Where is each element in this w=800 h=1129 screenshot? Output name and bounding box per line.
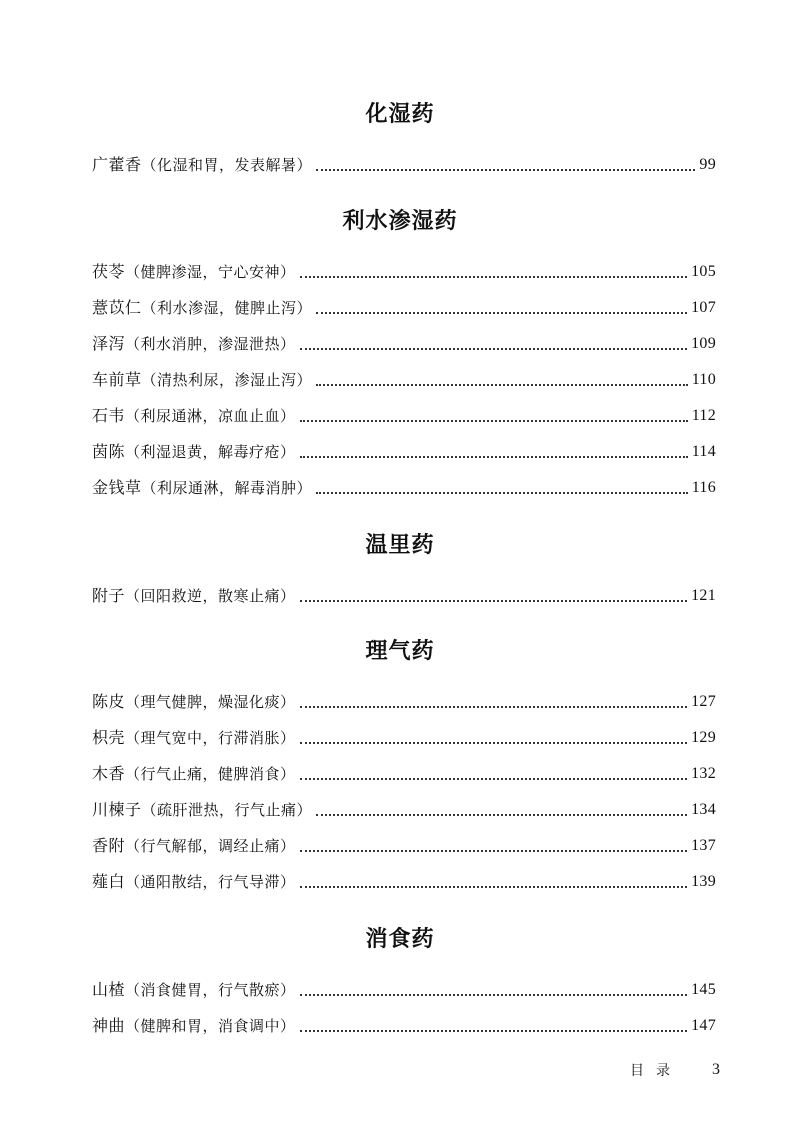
dot-leader <box>300 420 688 422</box>
entry-description: （回阳救逆，散寒止痛） <box>125 587 296 605</box>
entry-page-number: 137 <box>691 837 716 854</box>
entry-name: 泽泻 <box>92 334 126 353</box>
dot-leader <box>300 456 688 458</box>
entry-description: （理气健脾，燥湿化痰） <box>125 693 296 711</box>
entry-description: （利尿通淋，凉血止血） <box>125 407 296 425</box>
toc-entry[interactable] <box>92 687 716 713</box>
entry-name: 香附 <box>92 836 126 855</box>
toc-entry[interactable] <box>92 1011 716 1037</box>
footer-page-number: 3 <box>712 1061 720 1078</box>
toc-entry[interactable] <box>92 581 716 607</box>
footer-label: 目录 <box>630 1063 682 1079</box>
entry-page-number: 109 <box>691 335 716 352</box>
toc-entry[interactable] <box>92 257 716 283</box>
entry-name: 木香 <box>92 764 126 783</box>
entry-description: （利水渗湿，健脾止泻） <box>141 299 313 317</box>
section-title: 利水渗湿药 <box>342 209 458 234</box>
entry-name: 薤白 <box>92 872 126 891</box>
entry-page-number: 129 <box>691 729 716 746</box>
entry-page-number: 114 <box>691 443 716 460</box>
entry-description: （利尿通淋，解毒消肿） <box>141 479 313 497</box>
entry-page-number: 139 <box>691 873 716 890</box>
entry-description: （行气解郁，调经止痛） <box>125 837 296 855</box>
entry-page-number: 105 <box>691 263 716 280</box>
entry-page-number: 127 <box>691 693 716 710</box>
entry-page-number: 110 <box>691 371 716 388</box>
entry-page-number: 132 <box>691 765 716 782</box>
entry-description: （消食健胃，行气散瘀） <box>125 981 296 999</box>
entry-name: 茵陈 <box>92 442 126 461</box>
dot-leader <box>300 778 688 780</box>
entry-description: （利水消肿，渗湿泄热） <box>125 335 296 353</box>
dot-leader <box>300 850 688 852</box>
entry-page-number: 107 <box>691 299 716 316</box>
entry-page-number: 145 <box>691 981 716 998</box>
dot-leader <box>300 348 688 350</box>
dot-leader <box>300 994 688 996</box>
entry-name: 陈皮 <box>92 692 126 711</box>
toc-entry[interactable] <box>92 437 716 463</box>
dot-leader <box>316 492 688 494</box>
entry-name: 薏苡仁 <box>92 298 142 317</box>
entry-page-number: 134 <box>691 801 716 818</box>
entry-description: （疏肝泄热，行气止痛） <box>141 801 313 819</box>
entry-page-number: 112 <box>691 407 716 424</box>
section-title: 消食药 <box>365 927 435 952</box>
entry-description: （行气止痛，健脾消食） <box>125 765 296 783</box>
toc-entry[interactable] <box>92 473 716 499</box>
page-footer <box>630 1058 720 1082</box>
entry-name: 枳壳 <box>92 728 126 747</box>
dot-leader <box>316 814 687 816</box>
entry-name: 川楝子 <box>92 800 142 819</box>
entry-name: 广藿香 <box>92 155 142 174</box>
toc-entry[interactable] <box>92 759 716 785</box>
entry-description: （通阳散结，行气导滞） <box>125 873 296 891</box>
entry-page-number: 147 <box>691 1017 716 1034</box>
toc-entry[interactable] <box>92 293 716 319</box>
entry-page-number: 116 <box>691 479 716 496</box>
entry-name: 金钱草 <box>92 478 142 497</box>
entry-description: （健脾渗湿，宁心安神） <box>125 263 296 281</box>
toc-entry[interactable] <box>92 867 716 893</box>
dot-leader <box>300 742 688 744</box>
dot-leader <box>300 600 688 602</box>
dot-leader <box>316 169 695 171</box>
toc-entry[interactable] <box>92 150 716 176</box>
dot-leader <box>300 276 688 278</box>
section-title: 理气药 <box>365 639 435 664</box>
entry-description: （利湿退黄，解毒疗疮） <box>125 443 296 461</box>
entry-description: （理气宽中，行滞消胀） <box>125 729 296 747</box>
dot-leader <box>316 312 687 314</box>
section-title: 化湿药 <box>365 102 435 127</box>
dot-leader <box>300 1030 688 1032</box>
entry-name: 茯苓 <box>92 262 126 281</box>
toc-entry[interactable] <box>92 401 716 427</box>
toc-entry[interactable] <box>92 831 716 857</box>
toc-entry[interactable] <box>92 795 716 821</box>
entry-name: 车前草 <box>92 370 142 389</box>
entry-page-number: 121 <box>691 587 716 604</box>
entry-name: 神曲 <box>92 1016 126 1035</box>
section-title: 温里药 <box>365 533 435 558</box>
entry-description: （健脾和胃，消食调中） <box>125 1017 296 1035</box>
entry-name: 石韦 <box>92 406 126 425</box>
entry-name: 附子 <box>92 586 126 605</box>
toc-entry[interactable] <box>92 329 716 355</box>
entry-name: 山楂 <box>92 980 126 999</box>
dot-leader <box>300 706 688 708</box>
toc-entry[interactable] <box>92 975 716 1001</box>
entry-description: （清热利尿，渗湿止泻） <box>141 371 313 389</box>
toc-entry[interactable] <box>92 365 716 391</box>
dot-leader <box>316 384 688 386</box>
entry-description: （化湿和胃，发表解暑） <box>141 156 313 174</box>
dot-leader <box>300 886 688 888</box>
entry-page-number: 99 <box>699 156 716 173</box>
toc-entry[interactable] <box>92 723 716 749</box>
